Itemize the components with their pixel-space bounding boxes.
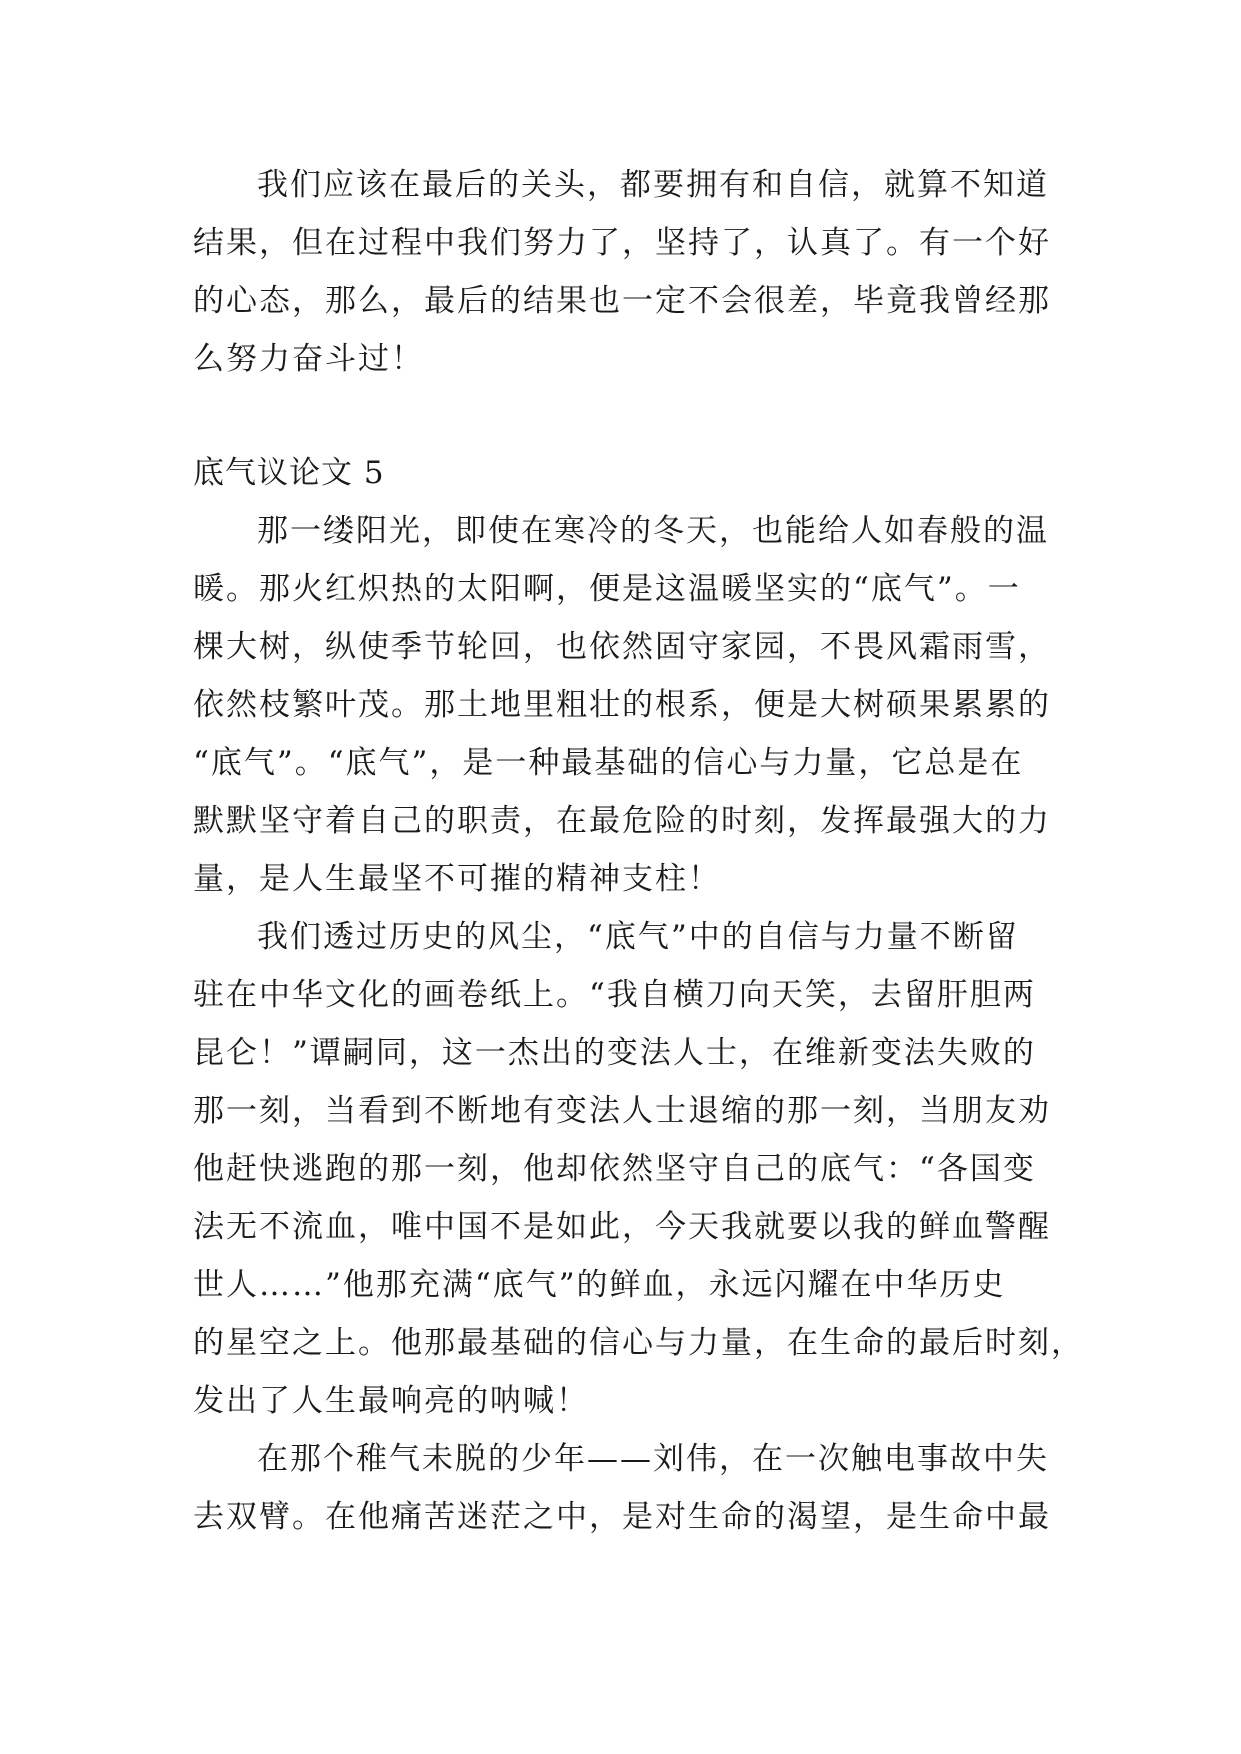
paragraph-line: 结果，但在过程中我们努力了，坚持了，认真了。有一个好 xyxy=(193,225,1051,261)
paragraph-line: 的心态，那么，最后的结果也一定不会很差，毕竟我曾经那 xyxy=(193,283,1051,319)
paragraph-line: 他赶快逃跑的那一刻，他却依然坚守自己的底气：“各国变 xyxy=(193,1151,1036,1187)
paragraph-line: 量，是人生最坚不可摧的精神支柱！ xyxy=(193,861,721,897)
paragraph-line: “底气”。“底气”，是一种最基础的信心与力量，它总是在 xyxy=(193,745,1024,781)
paragraph-line: 法无不流血，唯中国不是如此，今天我就要以我的鲜血警醒 xyxy=(193,1209,1051,1245)
paragraph-line: 我们应该在最后的关头，都要拥有和自信，就算不知道 xyxy=(257,167,1049,203)
paragraph-line: 那一刻，当看到不断地有变法人士退缩的那一刻，当朋友劝 xyxy=(193,1093,1051,1129)
section-heading: 底气议论文 5 xyxy=(193,455,385,491)
paragraph-line: 世人……”他那充满“底气”的鲜血，永远闪耀在中华历史 xyxy=(193,1267,1006,1303)
paragraph-line: 驻在中华文化的画卷纸上。“我自横刀向天笑，去留肝胆两 xyxy=(193,977,1036,1013)
paragraph-line: 昆仑！”谭嗣同，这一杰出的变法人士，在维新变法失败的 xyxy=(193,1035,1036,1071)
paragraph-line: 棵大树，纵使季节轮回，也依然固守家园，不畏风霜雨雪， xyxy=(193,629,1051,665)
paragraph-line: 默默坚守着自己的职责，在最危险的时刻，发挥最强大的力 xyxy=(193,803,1051,839)
paragraph-line: 去双臂。在他痛苦迷茫之中，是对生命的渴望，是生命中最 xyxy=(193,1499,1051,1535)
paragraph-line: 我们透过历史的风尘，“底气”中的自信与力量不断留 xyxy=(257,919,1019,955)
paragraph-line: 么努力奋斗过！ xyxy=(193,341,424,377)
paragraph-line: 那一缕阳光，即使在寒冷的冬天，也能给人如春般的温 xyxy=(257,513,1049,549)
paragraph-line: 的星空之上。他那最基础的信心与力量，在生命的最后时刻， xyxy=(193,1325,1084,1361)
paragraph-line: 依然枝繁叶茂。那土地里粗壮的根系，便是大树硕果累累的 xyxy=(193,687,1051,723)
paragraph-line: 在那个稚气未脱的少年——刘伟，在一次触电事故中失 xyxy=(257,1441,1049,1477)
paragraph-line: 暖。那火红炽热的太阳啊，便是这温暖坚实的“底气”。一 xyxy=(193,571,1021,607)
paragraph-line: 发出了人生最响亮的呐喊！ xyxy=(193,1383,589,1419)
